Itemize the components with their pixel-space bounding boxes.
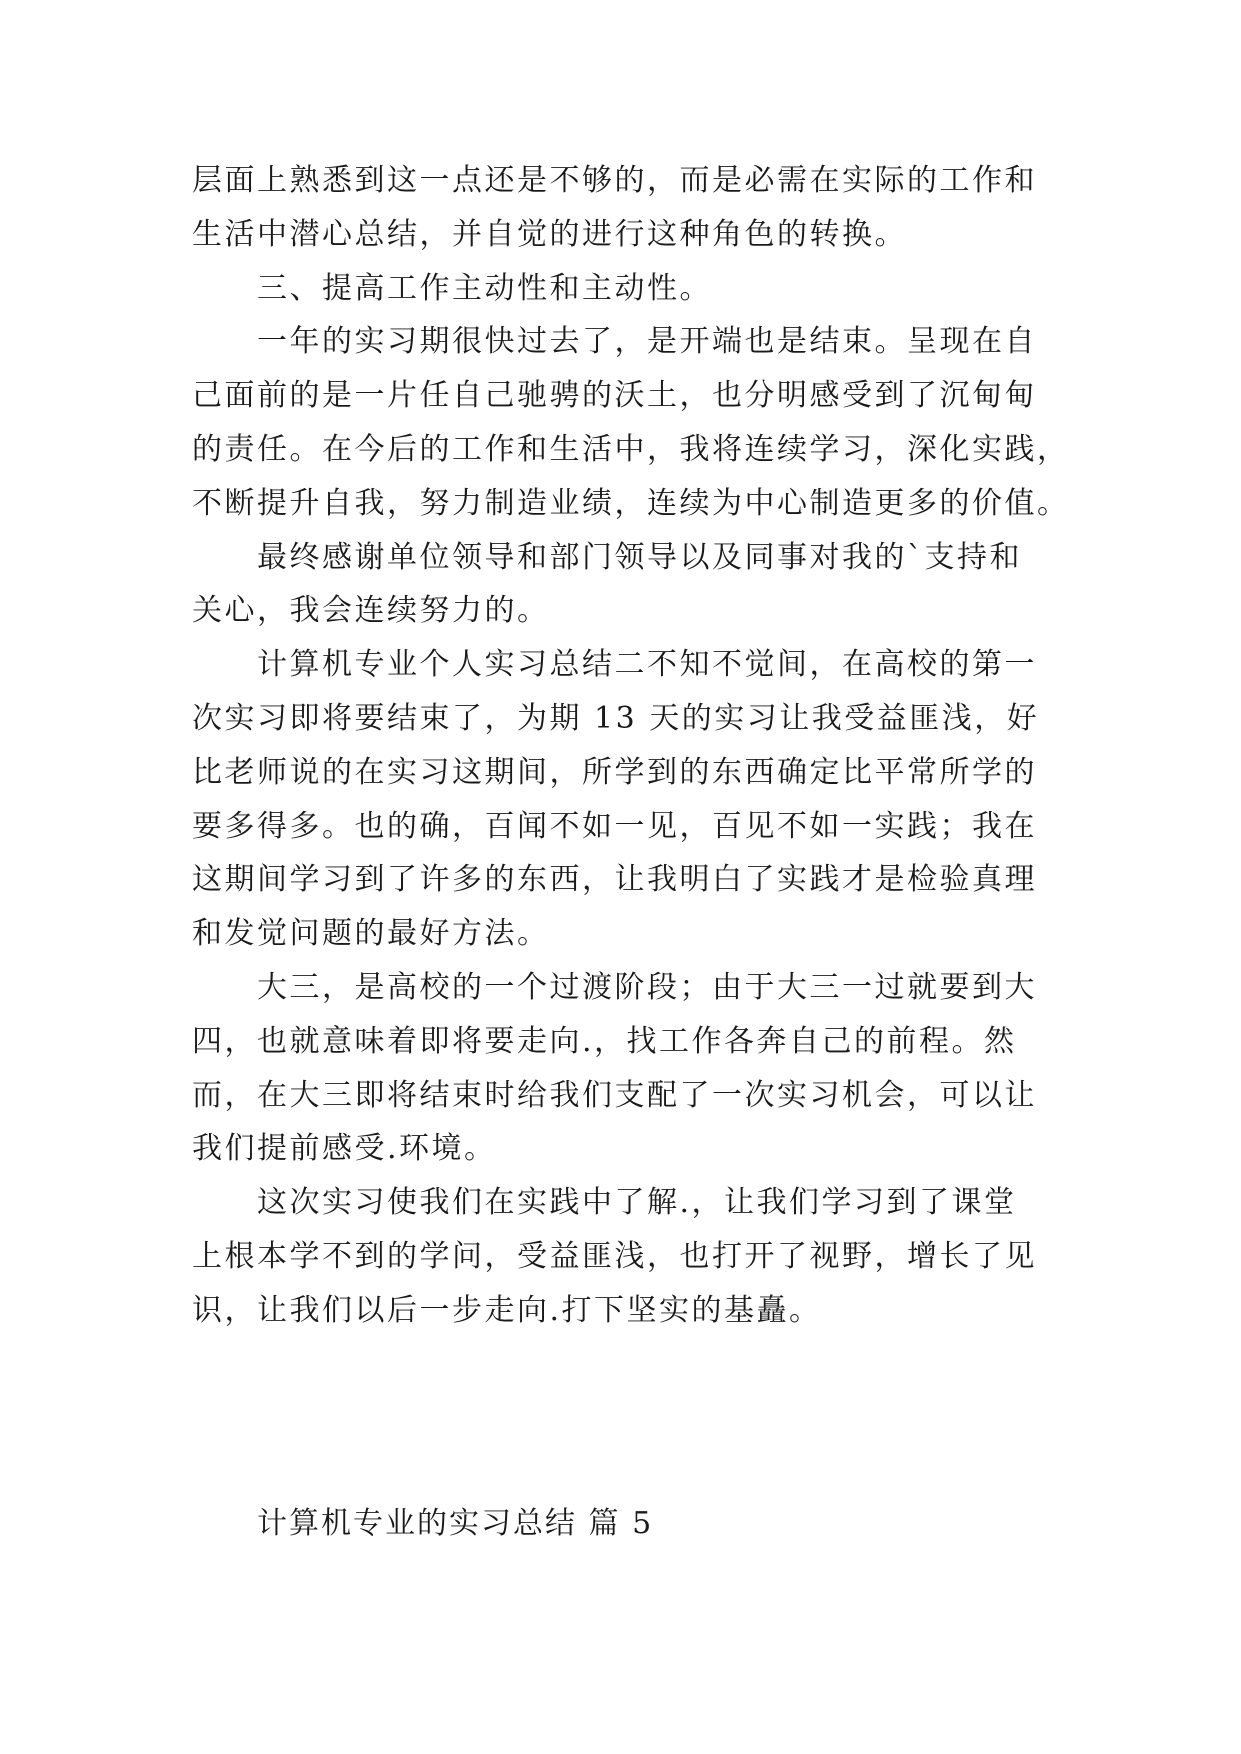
- text-line: 要多得多。也的确，百闻不如一见，百见不如一实践；我在: [192, 808, 1037, 844]
- text-line: 大三，是高校的一个过渡阶段；由于大三一过就要到大: [257, 969, 1037, 1005]
- text-line: 和发觉问题的最好方法。: [192, 916, 550, 952]
- text-line: 我们提前感受.环境。: [192, 1131, 497, 1167]
- text-line: 这次实习使我们在实践中了解.，让我们学习到了课堂: [257, 1185, 1017, 1221]
- text-line: 上根本学不到的学问，受益匪浅，也打开了视野，增长了见: [192, 1238, 1037, 1274]
- paragraph-6: [192, 961, 1054, 1176]
- text-line: 己面前的是一片任自己驰骋的沃土，也分明感受到了沉甸甸: [192, 378, 1037, 414]
- paragraph-1: [192, 154, 1054, 262]
- paragraph-3: [192, 315, 1070, 530]
- text-line: 的责任。在今后的工作和生活中，我将连续学习，深化实践，: [192, 431, 1070, 467]
- document-body: [192, 154, 1070, 1338]
- section-heading: 计算机专业的实习总结 篇 5: [257, 1506, 654, 1541]
- text-line: 而，在大三即将结束时给我们支配了一次实习机会，可以让: [192, 1077, 1037, 1113]
- text-line: 次实习即将要结束了，为期 13 天的实习让我受益匪浅，好: [192, 700, 1040, 736]
- text-line: 层面上熟悉到这一点还是不够的，而是必需在实际的工作和: [192, 163, 1037, 198]
- paragraph-7: [192, 1176, 1054, 1337]
- text-line: 四，也就意味着即将要走向.，找工作各奔自己的前程。然: [192, 1023, 1017, 1059]
- text-line: 生活中潜心总结，并自觉的进行这种角色的转换。: [192, 216, 907, 252]
- paragraph-2: [192, 262, 1054, 316]
- text-line: 最终感谢单位领导和部门领导以及同事对我的`支持和: [257, 539, 1022, 575]
- text-line: 不断提升自我，努力制造业绩，连续为中心制造更多的价值。: [192, 485, 1070, 521]
- text-line: 这期间学习到了许多的东西，让我明白了实践才是检验真理: [192, 862, 1037, 898]
- text-line: 关心，我会连续努力的。: [192, 593, 550, 629]
- paragraph-5: [192, 638, 1054, 961]
- text-line: 比老师说的在实习这期间，所学到的东西确定比平常所学的: [192, 754, 1037, 790]
- text-line: 一年的实习期很快过去了，是开端也是结束。呈现在自: [257, 324, 1037, 360]
- text-line: 计算机专业个人实习总结二不知不觉间，在高校的第一: [257, 647, 1037, 683]
- paragraph-4: [192, 531, 1054, 639]
- text-line: 三、提高工作主动性和主动性。: [257, 270, 712, 306]
- text-line: 识，让我们以后一步走向.打下坚实的基矗。: [192, 1292, 822, 1328]
